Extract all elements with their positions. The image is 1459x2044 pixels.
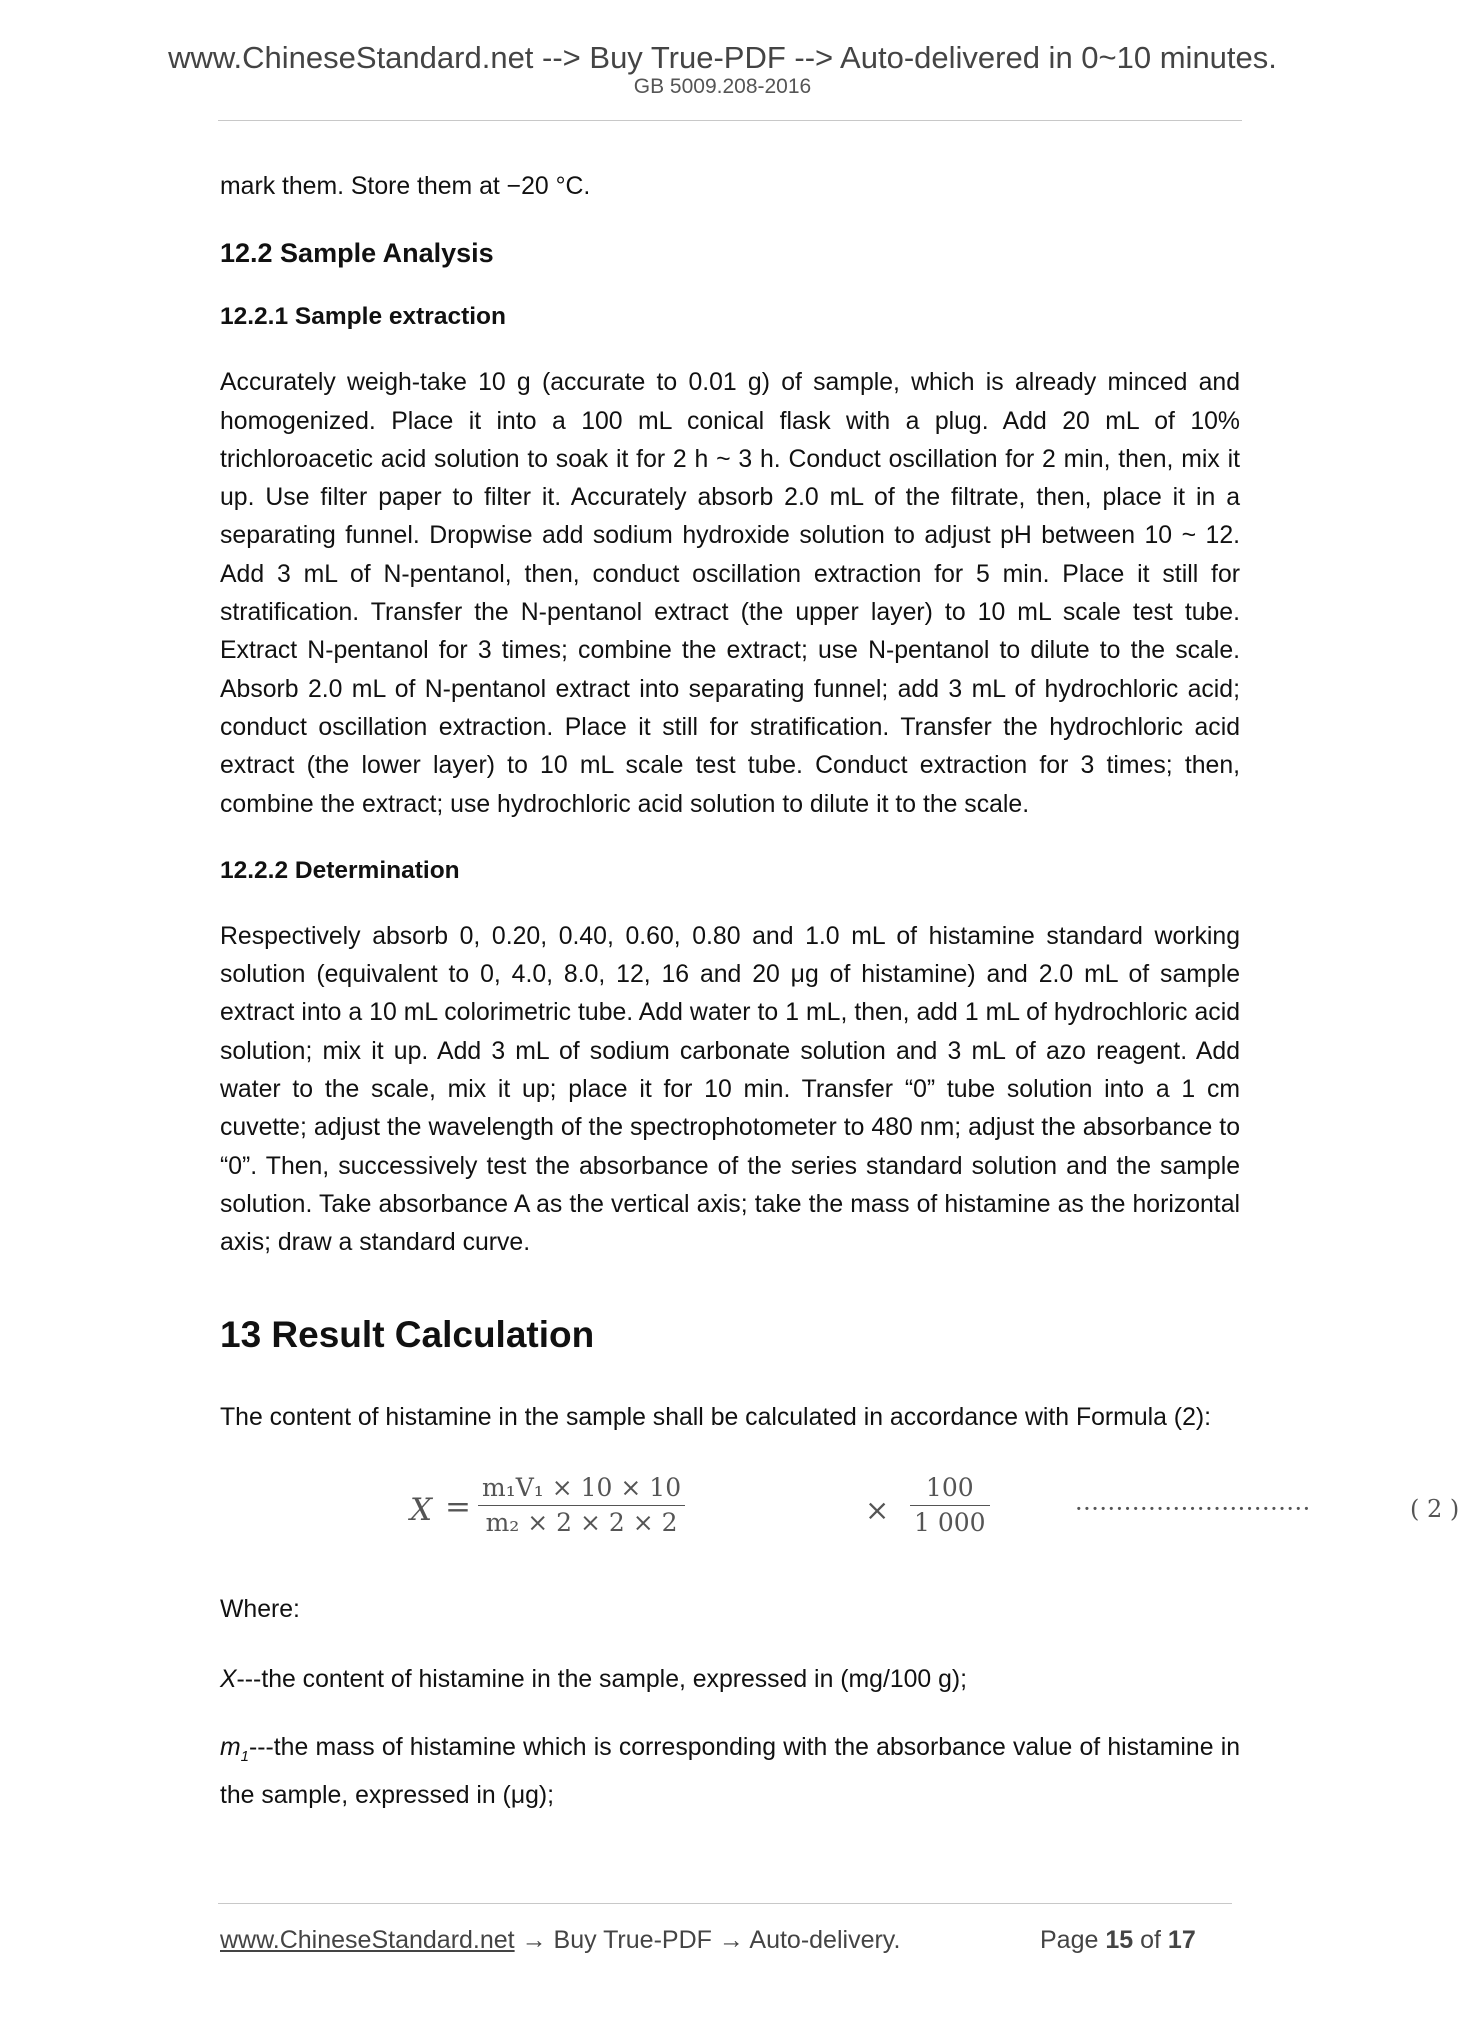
section-heading-12-2-2: 12.2.2 Determination [220,856,460,884]
formula-number: ( 2 ) [1410,1494,1459,1523]
footer-tagline: → Buy True-PDF → Auto-delivery. [514,1926,901,1954]
footer-site-link[interactable]: www.ChineseStandard.net [220,1926,515,1954]
page-total: 17 [1167,1926,1196,1954]
intro-line: mark them. Store them at −20 °C. [220,173,591,200]
formula-lhs: X [410,1491,433,1528]
section-heading-12-2: 12.2 Sample Analysis [220,238,494,269]
symbol-m1: $m_1$ [220,1734,249,1766]
formula-2 [220,1459,1459,1571]
page-current: 15 [1105,1926,1134,1954]
page-indicator: Page 15 of 17 [1040,1926,1196,1954]
header-banner: www.ChineseStandard.net --> Buy True-PDF --> Auto-delivered in 0~10 minutes. [168,40,1277,75]
formula-leader-dots: ····························· [1075,1494,1311,1523]
header-divider [218,120,1242,121]
standard-number: GB 5009.208-2016 [633,75,812,98]
page-body [220,168,1459,1815]
paragraph-calculation: The content of histamine in the sample shall be calculated in accordance with Formula (2): [220,1403,1212,1431]
formula-fraction-2 [910,1471,990,1540]
definition-m1-text: ---the mass of histamine which is corresponding with the absorbance value of histamine in the sample, expressed in (μg); [220,1734,1240,1809]
where-label: Where: [220,1595,300,1623]
formula-equals: = [445,1488,471,1525]
formula-times: × [865,1492,890,1527]
fraction-1-denominator: m₂ × 2 × 2 × 2 [478,1505,685,1540]
definition-x-text: ---the content of histamine in the sample, expressed in (mg/100 g); [236,1666,968,1694]
footer-left [220,1926,900,1955]
fraction-2-numerator: 100 [925,1472,974,1502]
section-heading-13: 13 Result Calculation [220,1313,595,1355]
section-heading-12-2-1: 12.2.1 Sample extraction [220,303,506,331]
definition-x [220,1661,1240,1699]
symbol-x: X [220,1666,237,1694]
fraction-1-numerator: m₁V₁ × 10 × 10 [482,1472,682,1502]
formula-fraction-1 [478,1471,685,1540]
paragraph-extraction: Accurately weigh-take 10 g (accurate to 0.01 g) of sample, which is already minced and homogenized. Place it into a 100 mL conical flask with a plug. Add 20 mL of 10% trichloroacetic acid solution to soak it for 2 h ~ 3 h. Conduct oscillation for 2 min, then, mix it up. Use filter paper to filter it. Accurately absorb 2.0 mL of the filtrate, then, place it in a separating funnel. Dropwise add sodium hydroxide solution to adjust pH between 10 ~ 12. Add 3 mL of N-pentanol, then, conduct oscillation extraction for 5 min. Place it still for stratification. Transfer the N-pentanol extract (the upper layer) to 10 mL scale test tube. Extract N-pentanol for 3 times; combine the extract; use N-pentanol to dilute to the scale. Absorb 2.0 mL of N-pentanol extract into separating funnel; add 3 mL of hydrochloric acid; conduct oscillation extraction. Place it still for stratification. Transfer the hydrochloric acid extract (the lower layer) to 10 mL scale test tube. Conduct extraction for 3 times; then, combine the extract; use hydrochloric acid solution to dilute it to the scale. [220,369,1240,818]
fraction-2-denominator: 1 000 [910,1505,990,1540]
footer-divider [218,1903,1232,1904]
definition-m1 [220,1729,1240,1815]
paragraph-determination: Respectively absorb 0, 0.20, 0.40, 0.60, 0.80 and 1.0 mL of histamine standard working solution (equivalent to 0, 4.0, 8.0, 12, 16 and 20 μg of histamine) and 2.0 mL of sample extract into a 10 mL colorimetric tube. Add water to 1 mL, then, add 1 mL of hydrochloric acid solution; mix it up. Add 3 mL of sodium carbonate solution and 3 mL of azo reagent. Add water to the scale, mix it up; place it for 10 min. Transfer “0” tube solution into a 1 cm cuvette; adjust the wavelength of the spectrophotometer to 480 nm; adjust the absorbance to “0”. Then, successively test the absorbance of the series standard solution and the sample solution. Take absorbance A as the vertical axis; take the mass of histamine as the horizontal axis; draw a standard curve. [220,922,1240,1257]
